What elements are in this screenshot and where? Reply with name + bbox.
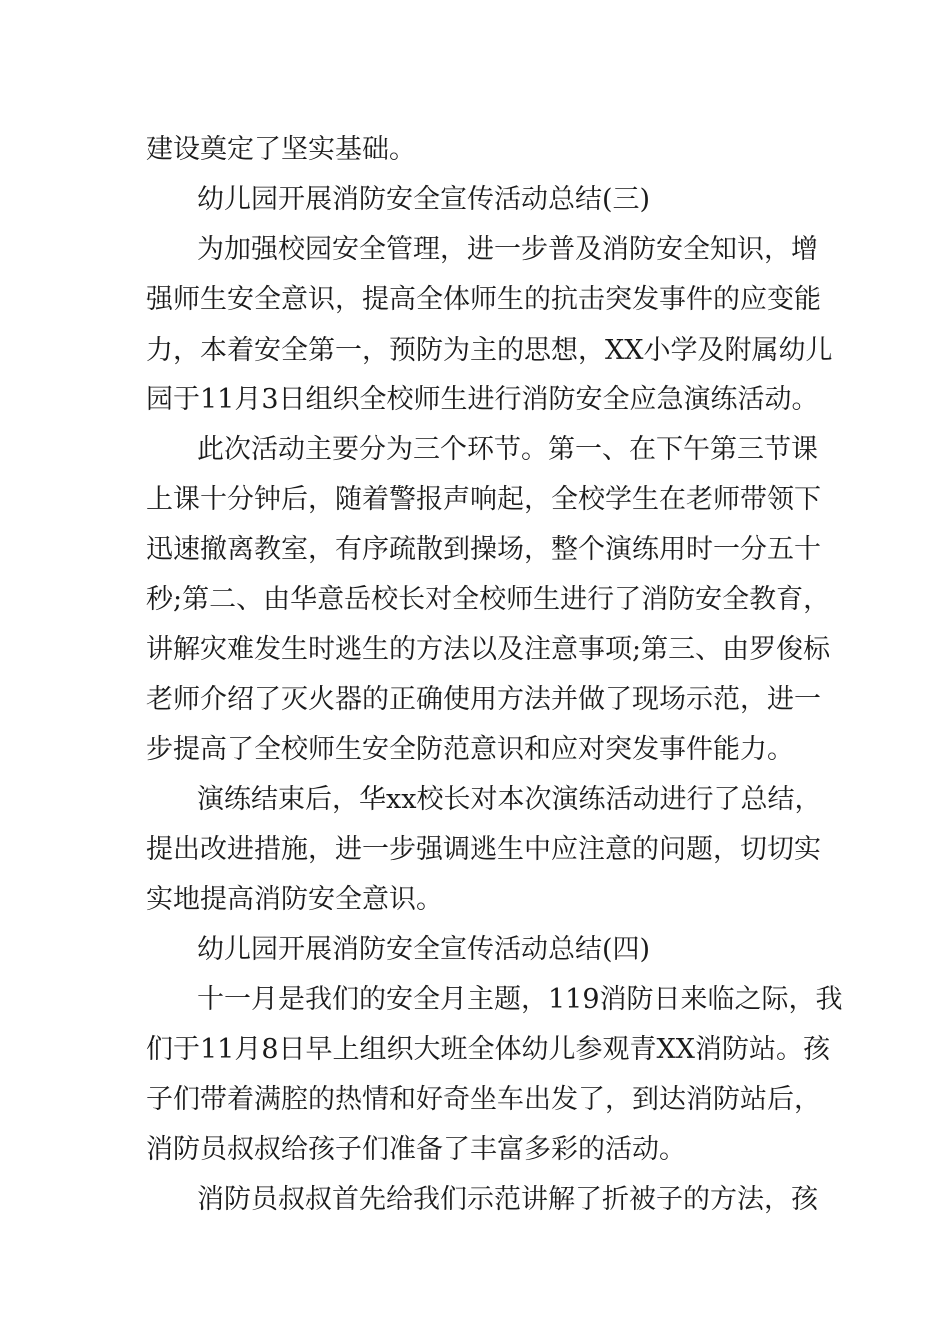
text-line: 讲解灾难发生时逃生的方法以及注意事项;第三、由罗俊标 xyxy=(146,634,831,665)
text-line: 消防员叔叔首先给我们示范讲解了折被子的方法，孩 xyxy=(197,1184,818,1215)
text-line: 此次活动主要分为三个环节。第一、在下午第三节课 xyxy=(197,434,818,465)
text-line: 提出改进措施，进一步强调逃生中应注意的问题，切切实 xyxy=(146,834,821,865)
section-heading: 幼儿园开展消防安全宣传活动总结(四) xyxy=(197,934,651,965)
text-line: 秒;第二、由华意岳校长对全校师生进行了消防安全教育， xyxy=(146,584,831,615)
text-line: 步提高了全校师生安全防范意识和应对突发事件能力。 xyxy=(146,734,794,765)
text-line: 老师介绍了灭火器的正确使用方法并做了现场示范，进一 xyxy=(146,684,821,715)
text-line: 为加强校园安全管理，进一步普及消防安全知识，增 xyxy=(197,234,818,265)
text-line: 消防员叔叔给孩子们准备了丰富多彩的活动。 xyxy=(146,1134,686,1165)
text-line: 力，本着安全第一，预防为主的思想，XX小学及附属幼儿 xyxy=(146,335,833,366)
text-line: 上课十分钟后，随着警报声响起，全校学生在老师带领下 xyxy=(146,484,821,515)
text-line: 建设奠定了坚实基础。 xyxy=(146,134,416,165)
text-line: 实地提高消防安全意识。 xyxy=(146,884,443,915)
section-heading: 幼儿园开展消防安全宣传活动总结(三) xyxy=(197,184,651,215)
text-line: 们于11月8日早上组织大班全体幼儿参观青XX消防站。孩 xyxy=(146,1034,830,1065)
text-line: 演练结束后，华xx校长对本次演练活动进行了总结， xyxy=(197,784,822,815)
text-line: 子们带着满腔的热情和好奇坐车出发了，到达消防站后， xyxy=(146,1084,821,1115)
text-line: 十一月是我们的安全月主题，119消防日来临之际，我 xyxy=(197,984,843,1015)
text-line: 强师生安全意识，提高全体师生的抗击突发事件的应变能 xyxy=(146,284,821,315)
text-line: 迅速撤离教室，有序疏散到操场，整个演练用时一分五十 xyxy=(146,534,821,565)
text-line: 园于11月3日组织全校师生进行消防安全应急演练活动。 xyxy=(146,384,819,415)
